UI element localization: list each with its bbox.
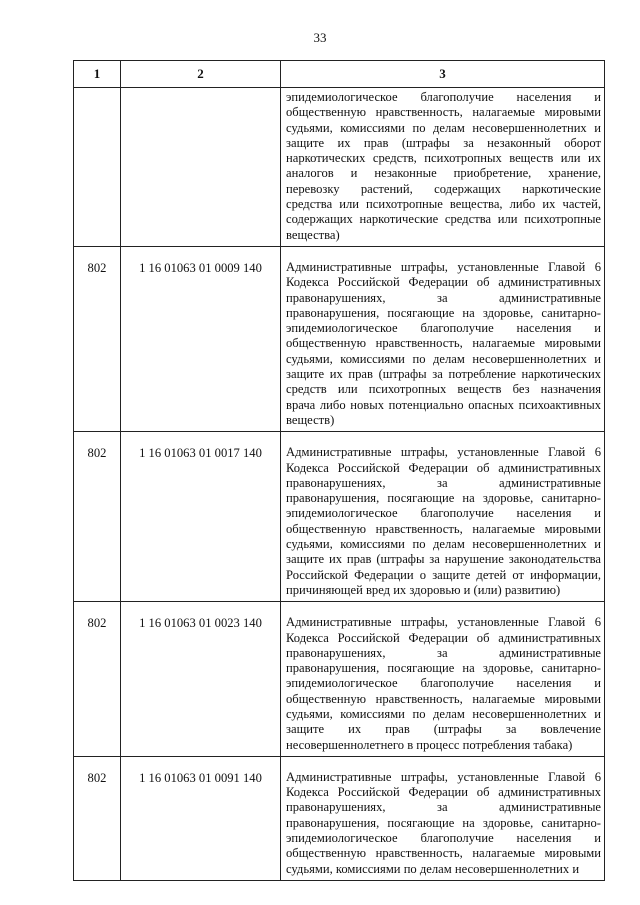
description-line: защите их прав (штрафы за нарушение законодательства xyxy=(286,552,601,567)
page-number: 33 xyxy=(313,30,327,45)
description-line: средства или психотропные вещества, либо их частей, xyxy=(286,197,601,212)
column-header: 2 xyxy=(121,61,281,88)
description-line: содержащих наркотические средства или психотропные xyxy=(286,212,601,227)
description-line: перевозку растений, содержащих наркотические xyxy=(286,181,601,196)
table-header-row xyxy=(74,61,605,88)
table-row xyxy=(74,246,605,431)
budget-classification-code-cell: 1 16 01063 01 0009 140 xyxy=(121,246,281,431)
description-line: Российской Федерации о защите детей от информации, xyxy=(286,567,601,582)
description-line: Административные штрафы, установленные Главой 6 xyxy=(286,259,601,274)
description-line: Административные штрафы, установленные Главой 6 xyxy=(286,445,601,460)
description-line: правонарушения, посягающие на здоровье, санитарно- xyxy=(286,815,601,830)
description-line: Административные штрафы, установленные Главой 6 xyxy=(286,615,601,630)
admin-code-cell xyxy=(74,88,121,247)
description-cell xyxy=(281,602,605,757)
admin-code-cell: 802 xyxy=(74,756,121,880)
description-line: общественную нравственность, налагаемые мировыми xyxy=(286,521,601,536)
budget-classification-code-cell: 1 16 01063 01 0091 140 xyxy=(121,756,281,880)
description-line: аналогов и незаконные приобретение, хранение, xyxy=(286,166,601,181)
description-line: правонарушения, посягающие на здоровье, санитарно- xyxy=(286,305,601,320)
admin-code-cell: 802 xyxy=(74,246,121,431)
description-line: Кодекса Российской Федерации об административных xyxy=(286,460,601,475)
description-line: эпидемиологическое благополучие населения и xyxy=(286,676,601,691)
description-cell xyxy=(281,246,605,431)
description-line: судьями, комиссиями по делам несовершеннолетних и xyxy=(286,706,601,721)
budget-code-table xyxy=(73,60,605,881)
budget-classification-code-cell: 1 16 01063 01 0017 140 xyxy=(121,432,281,602)
description-line: эпидемиологическое благополучие населения и xyxy=(286,506,601,521)
description-line: судьями, комиссиями по делам несовершеннолетних и xyxy=(286,120,601,135)
description-line: Кодекса Российской Федерации об административных xyxy=(286,785,601,800)
description-line: средств или психотропных веществ без назначения xyxy=(286,382,601,397)
column-header: 3 xyxy=(281,61,605,88)
description-cell xyxy=(281,756,605,880)
description-line: правонарушения, посягающие на здоровье, санитарно- xyxy=(286,491,601,506)
description-line: правонарушения, посягающие на здоровье, санитарно- xyxy=(286,661,601,676)
column-header: 1 xyxy=(74,61,121,88)
budget-classification-code-cell xyxy=(121,88,281,247)
description-line: правонарушениях, за административные xyxy=(286,645,601,660)
description-line: веществ) xyxy=(286,412,335,427)
description-line: правонарушениях, за административные xyxy=(286,290,601,305)
description-line: Административные штрафы, установленные Главой 6 xyxy=(286,769,601,784)
description-line: эпидемиологическое благополучие населения и xyxy=(286,90,601,104)
description-line: общественную нравственность, налагаемые мировыми xyxy=(286,336,601,351)
admin-code-cell: 802 xyxy=(74,602,121,757)
description-line: Кодекса Российской Федерации об административных xyxy=(286,630,601,645)
description-line: защите их прав (штрафы за незаконный оборот xyxy=(286,135,601,150)
description-line: общественную нравственность, налагаемые мировыми xyxy=(286,105,601,120)
description-cell xyxy=(281,88,605,247)
description-line: общественную нравственность, налагаемые мировыми xyxy=(286,846,601,861)
description-cell xyxy=(281,432,605,602)
description-line: наркотических средств, психотропных веществ или их xyxy=(286,151,601,166)
description-line: вещества) xyxy=(286,227,340,242)
description-line: несовершеннолетнего в процесс потребления табака) xyxy=(286,737,573,752)
table-row xyxy=(74,756,605,880)
description-line: судьями, комиссиями по делам несовершеннолетних и xyxy=(286,537,601,552)
description-line: правонарушениях, за административные xyxy=(286,475,601,490)
description-line: эпидемиологическое благополучие населения и xyxy=(286,831,601,846)
budget-classification-code-cell: 1 16 01063 01 0023 140 xyxy=(121,602,281,757)
description-line: защите их прав (штрафы за потребление наркотических xyxy=(286,367,601,382)
table-row xyxy=(74,88,605,247)
description-line: врача либо новых потенциально опасных психоактивных xyxy=(286,397,601,412)
description-line: судьями, комиссиями по делам несовершеннолетних и xyxy=(286,351,601,366)
description-line: судьями, комиссиями по делам несовершеннолетних и xyxy=(286,861,580,876)
description-line: эпидемиологическое благополучие населения и xyxy=(286,321,601,336)
description-line: правонарушениях, за административные xyxy=(286,800,601,815)
table-row xyxy=(74,432,605,602)
description-line: причиняющей вред их здоровью и (или) развитию) xyxy=(286,582,561,597)
table-row xyxy=(74,602,605,757)
description-line: защите их прав (штрафы за вовлечение xyxy=(286,722,601,737)
admin-code-cell: 802 xyxy=(74,432,121,602)
description-line: Кодекса Российской Федерации об административных xyxy=(286,275,601,290)
description-line: общественную нравственность, налагаемые мировыми xyxy=(286,691,601,706)
